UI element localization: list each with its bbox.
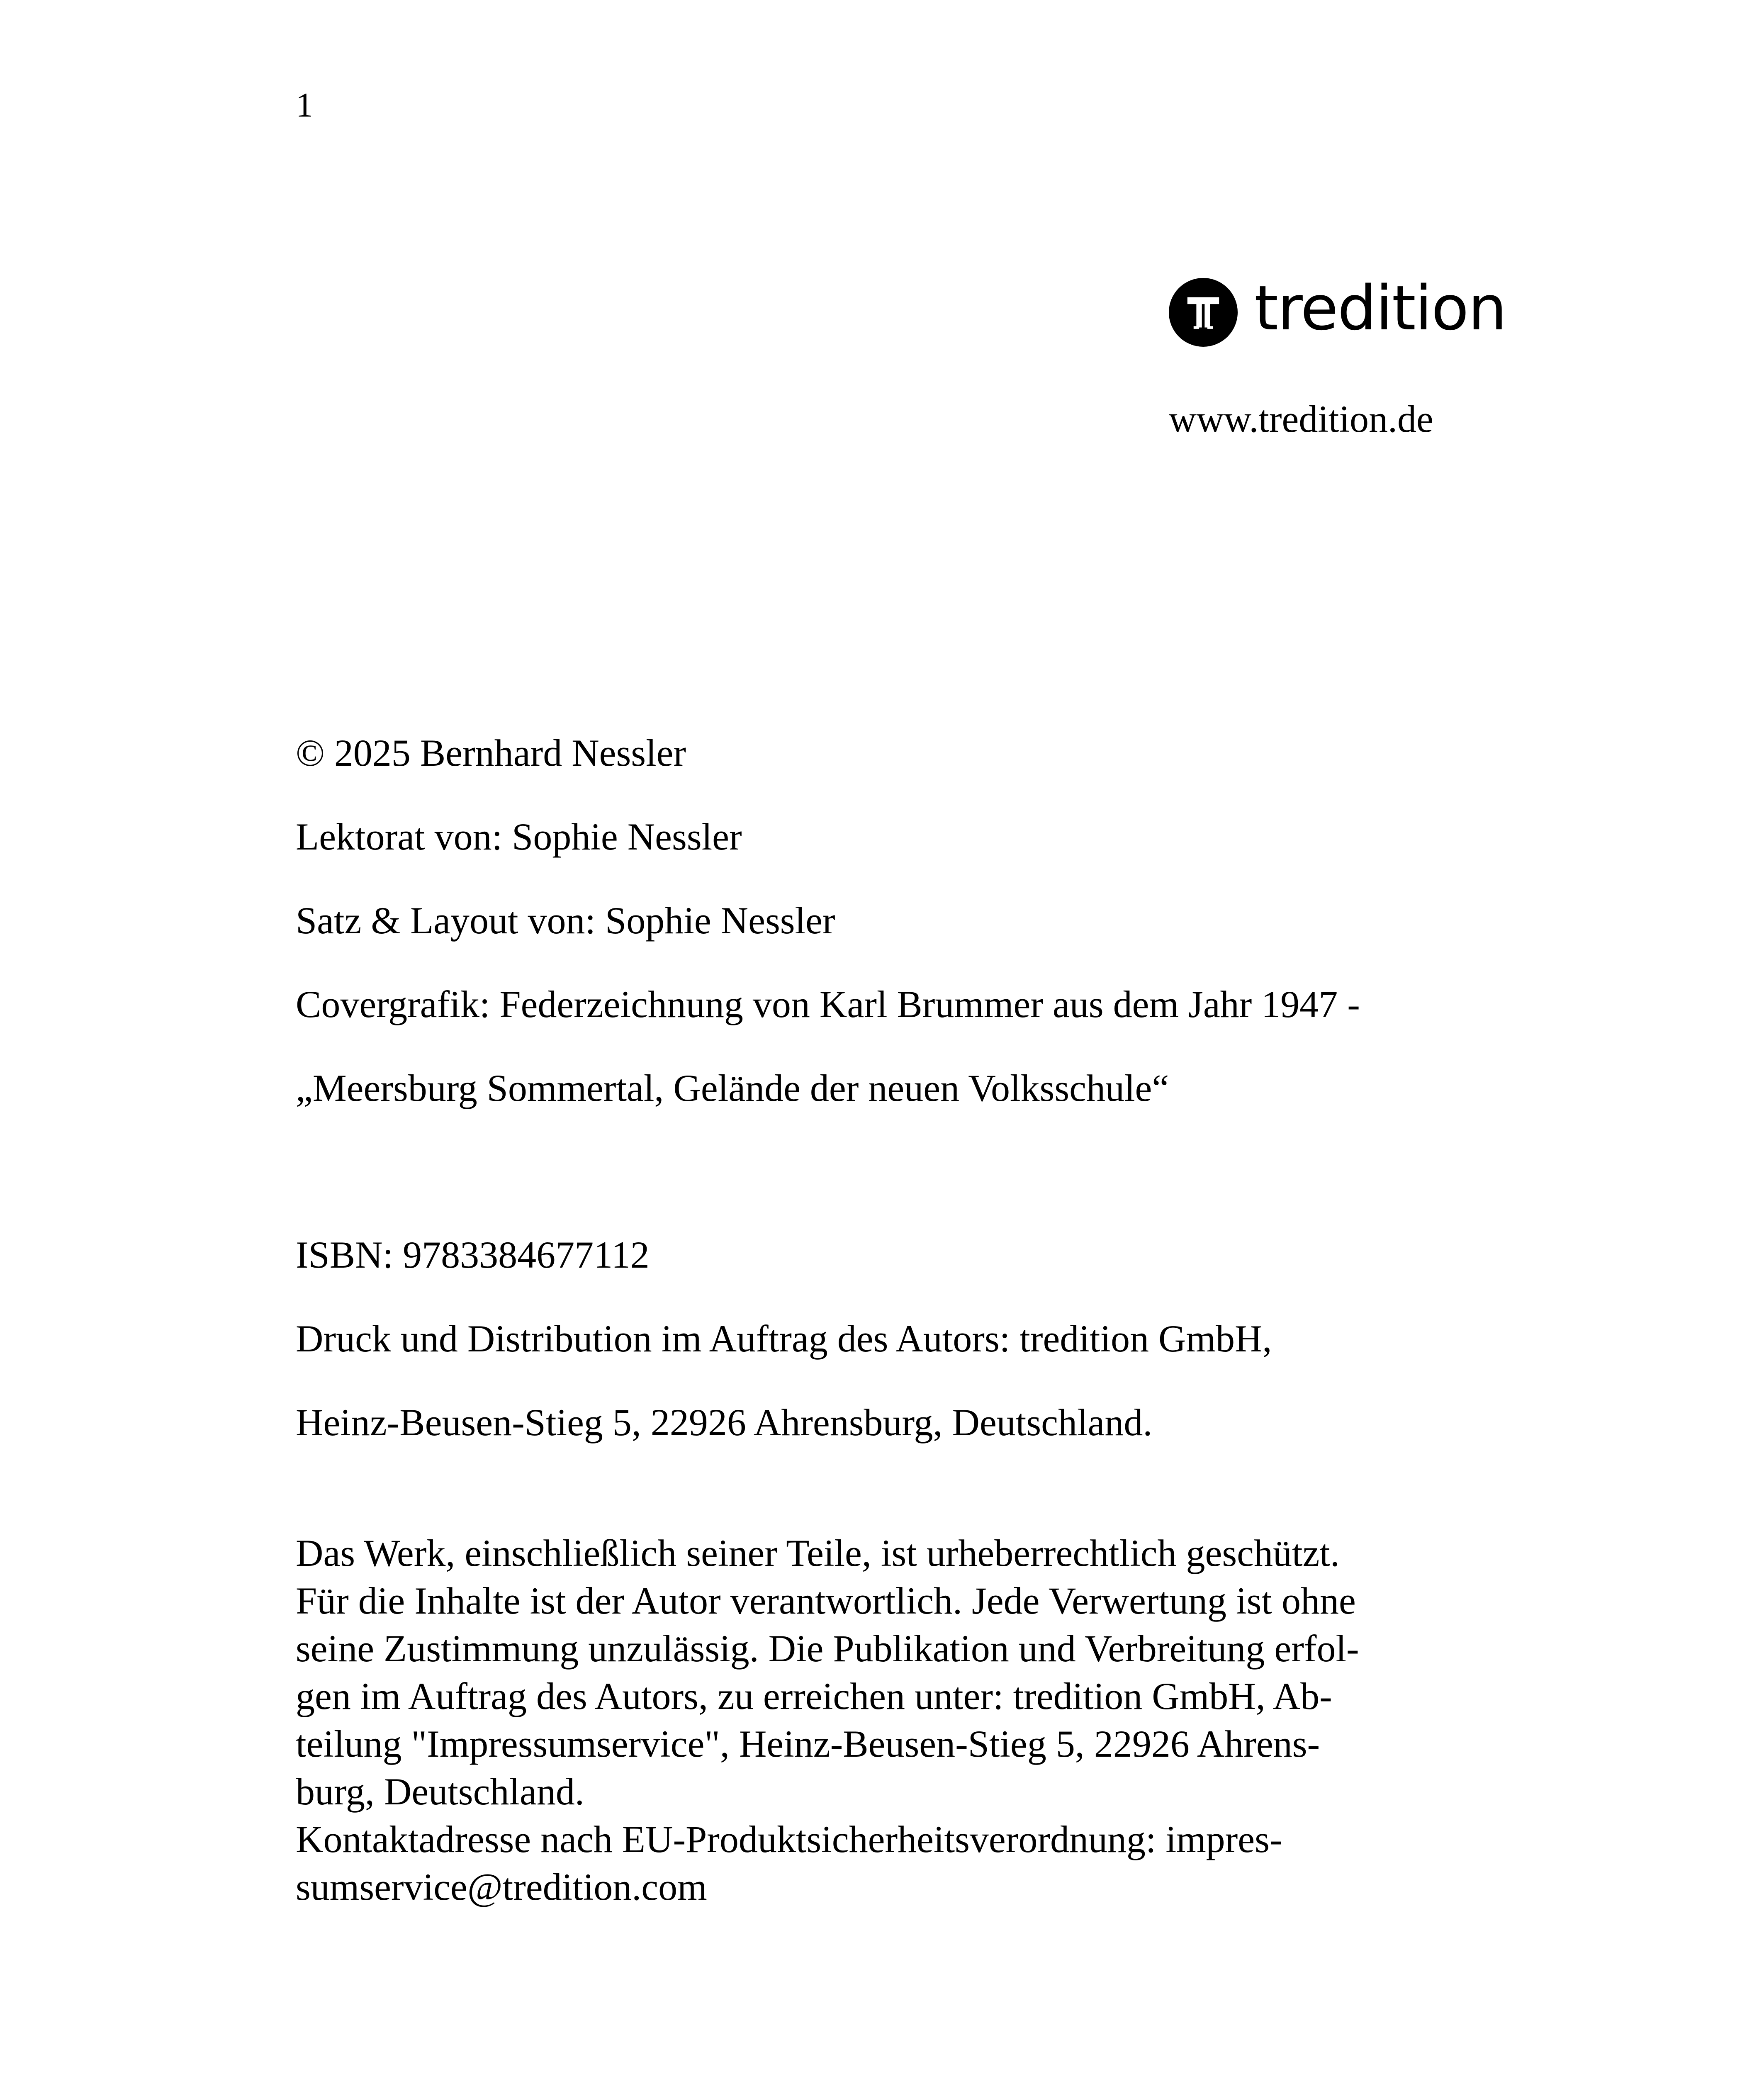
notice-line: burg, Deutschland. — [296, 1770, 584, 1813]
satz-layout-line: Satz & Layout von: Sophie Nessler — [296, 899, 835, 942]
lektorat-line: Lektorat von: Sophie Nessler — [296, 815, 742, 858]
notice-line: seine Zustimmung unzulässig. Die Publikation und Verbreitung erfol- — [296, 1627, 1359, 1670]
publisher-website: www.tredition.de — [1169, 398, 1433, 440]
legal-notice — [296, 1529, 1499, 1911]
tredition-logo-icon — [1169, 278, 1238, 347]
logo-wordmark: tredition — [1254, 273, 1506, 344]
notice-line: teilung "Impressumservice", Heinz-Beusen-Stieg 5, 22926 Ahrens- — [296, 1723, 1320, 1765]
distribution-line-2: Heinz-Beusen-Stieg 5, 22926 Ahrensburg, Deutschland. — [296, 1401, 1153, 1444]
notice-line: Das Werk, einschließlich seiner Teile, ist urheberrechtlich geschützt. — [296, 1532, 1340, 1574]
isbn-line: ISBN: 9783384677112 — [296, 1234, 650, 1276]
notice-line: sumservice@tredition.com — [296, 1866, 707, 1908]
cover-credit-line-2: „Meersburg Sommertal, Gelände der neuen Volksschule“ — [296, 1067, 1169, 1109]
cover-credit-line-1: Covergrafik: Federzeichnung von Karl Brummer aus dem Jahr 1947 - — [296, 983, 1360, 1025]
distribution-line-1: Druck und Distribution im Auftrag des Autors: tredition GmbH, — [296, 1317, 1272, 1360]
publisher-logo — [1169, 273, 1506, 348]
notice-line: Für die Inhalte ist der Autor verantwortlich. Jede Verwertung ist ohne — [296, 1580, 1356, 1622]
copyright-line: © 2025 Bernhard Nessler — [296, 732, 686, 774]
page-number: 1 — [296, 86, 313, 124]
notice-line: gen im Auftrag des Autors, zu erreichen unter: tredition GmbH, Ab- — [296, 1675, 1332, 1717]
notice-line: Kontaktadresse nach EU-Produktsicherheitsverordnung: impres- — [296, 1818, 1282, 1860]
